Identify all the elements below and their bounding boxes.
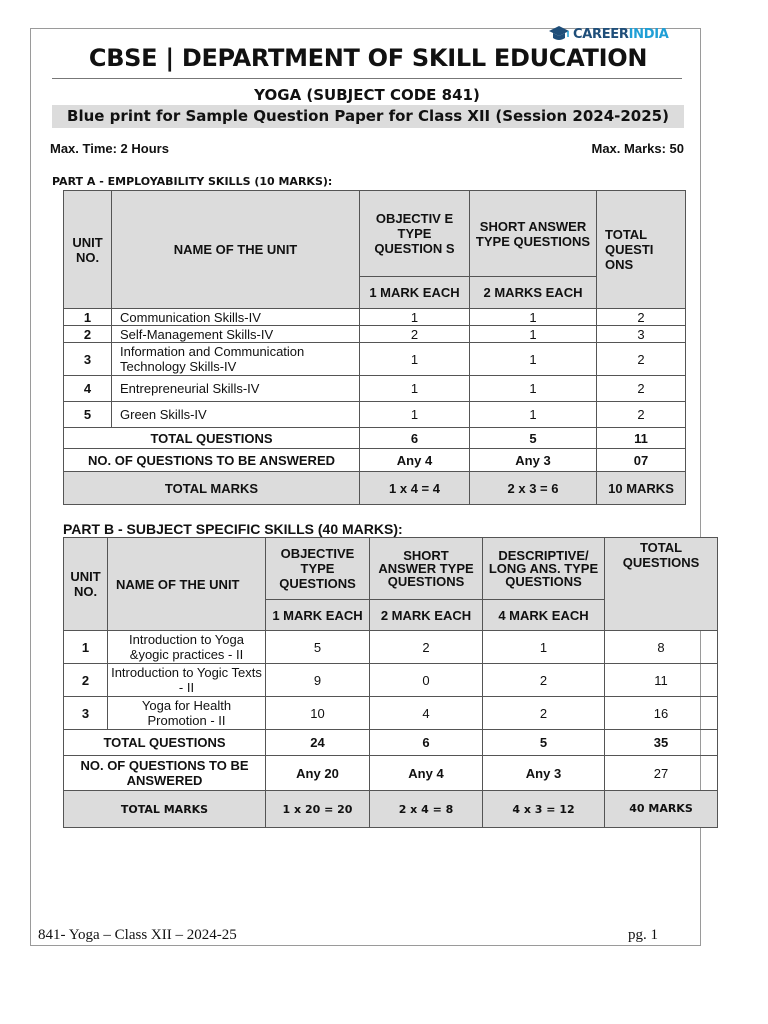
- title-divider: [52, 78, 682, 79]
- header-objective-marks: 1 MARK EACH: [266, 600, 370, 631]
- header-unit-no: UNIT NO.: [64, 538, 108, 631]
- unit-no: 3: [64, 697, 108, 730]
- objective-count: 2: [360, 326, 470, 343]
- marks-short: 2 x 4 = 8: [370, 791, 483, 828]
- short-count: 1: [470, 376, 597, 402]
- unit-name: Introduction to Yogic Texts - II: [108, 664, 266, 697]
- total-marks-label: TOTAL MARKS: [64, 791, 266, 828]
- header-short-marks: 2 MARKS EACH: [470, 277, 597, 309]
- answered-row: [64, 449, 686, 472]
- unit-name: Self-Management Skills-IV: [112, 326, 360, 343]
- total-all: 35: [605, 730, 718, 756]
- header-objective-marks: 1 MARK EACH: [360, 277, 470, 309]
- header-long-marks: 4 MARK EACH: [483, 600, 605, 631]
- header-long-answer: DESCRIPTIVE/ LONG ANS. TYPE QUESTIONS: [483, 538, 605, 600]
- short-count: 1: [470, 309, 597, 326]
- total-long: 5: [483, 730, 605, 756]
- total-short: 5: [470, 428, 597, 449]
- marks-objective: 1 x 20 = 20: [266, 791, 370, 828]
- table-row: [64, 343, 686, 376]
- answered-short: Any 4: [370, 756, 483, 791]
- max-marks: Max. Marks: 50: [591, 141, 684, 156]
- long-count: 1: [483, 631, 605, 664]
- unit-no: 2: [64, 326, 112, 343]
- answered-long: Any 3: [483, 756, 605, 791]
- table-row: [64, 664, 718, 697]
- total-marks-label: TOTAL MARKS: [64, 472, 360, 505]
- table-row: [64, 326, 686, 343]
- short-count: 1: [470, 326, 597, 343]
- answered-row: [64, 756, 718, 791]
- blueprint-banner: Blue print for Sample Question Paper for Class XII (Session 2024-2025): [52, 105, 684, 128]
- total-count: 2: [597, 402, 686, 428]
- objective-count: 1: [360, 309, 470, 326]
- objective-count: 1: [360, 343, 470, 376]
- short-count: 4: [370, 697, 483, 730]
- total-questions-row: [64, 730, 718, 756]
- unit-name: Entrepreneurial Skills-IV: [112, 376, 360, 402]
- table-row: [64, 631, 718, 664]
- table-row: [64, 697, 718, 730]
- marks-objective: 1 x 4 = 4: [360, 472, 470, 505]
- objective-count: 1: [360, 402, 470, 428]
- header-unit-no: UNIT NO.: [64, 191, 112, 309]
- answered-total: 27: [605, 756, 718, 791]
- part-a-table: [63, 190, 686, 505]
- page-footer: [38, 927, 658, 944]
- unit-no: 5: [64, 402, 112, 428]
- short-count: 2: [370, 631, 483, 664]
- answered-label: NO. OF QUESTIONS TO BE ANSWERED: [64, 449, 360, 472]
- max-time: Max. Time: 2 Hours: [50, 141, 169, 156]
- total-questions-label: TOTAL QUESTIONS: [64, 730, 266, 756]
- graduation-cap-icon: [548, 25, 570, 43]
- meta-row: [50, 141, 684, 156]
- total-count: 8: [605, 631, 718, 664]
- total-count: 16: [605, 697, 718, 730]
- total-short: 6: [370, 730, 483, 756]
- answered-objective: Any 4: [360, 449, 470, 472]
- unit-no: 2: [64, 664, 108, 697]
- unit-name: Green Skills-IV: [112, 402, 360, 428]
- header-unit-name: NAME OF THE UNIT: [112, 191, 360, 309]
- unit-name: Information and Communication Technology Skills-IV: [112, 343, 360, 376]
- total-all: 11: [597, 428, 686, 449]
- short-count: 1: [470, 343, 597, 376]
- total-count: 3: [597, 326, 686, 343]
- total-count: 2: [597, 343, 686, 376]
- total-count: 11: [605, 664, 718, 697]
- total-marks-row: [64, 472, 686, 505]
- total-objective: 24: [266, 730, 370, 756]
- answered-total: 07: [597, 449, 686, 472]
- part-a-heading: PART A - EMPLOYABILITY SKILLS (10 MARKS):: [52, 175, 333, 188]
- page-number: pg. 1: [628, 927, 658, 943]
- objective-count: 9: [266, 664, 370, 697]
- marks-short: 2 x 3 = 6: [470, 472, 597, 505]
- unit-no: 4: [64, 376, 112, 402]
- part-b-table: [63, 537, 718, 828]
- table-row: [64, 309, 686, 326]
- header-objective: OBJECTIV E TYPE QUESTION S: [360, 191, 470, 277]
- total-count: 2: [597, 309, 686, 326]
- header-short-answer: SHORT ANSWER TYPE QUESTIONS: [370, 538, 483, 600]
- unit-name: Yoga for Health Promotion - II: [108, 697, 266, 730]
- short-count: 1: [470, 402, 597, 428]
- total-questions-row: [64, 428, 686, 449]
- footer-course: 841- Yoga – Class XII – 2024-25: [38, 927, 237, 943]
- header-total-questions: TOTAL QUESTIONS: [605, 538, 718, 631]
- subject-title: YOGA (SUBJECT CODE 841): [254, 86, 480, 104]
- header-total-questions: TOTAL QUESTI ONS: [597, 191, 686, 309]
- total-objective: 6: [360, 428, 470, 449]
- marks-long: 4 x 3 = 12: [483, 791, 605, 828]
- unit-no: 1: [64, 631, 108, 664]
- table-row: [64, 376, 686, 402]
- unit-name: Introduction to Yoga &yogic practices - II: [108, 631, 266, 664]
- total-marks-row: [64, 791, 718, 828]
- logo-text: CAREERINDIA: [573, 26, 669, 42]
- answered-label: NO. OF QUESTIONS TO BE ANSWERED: [64, 756, 266, 791]
- header-short-answer: SHORT ANSWER TYPE QUESTIONS: [470, 191, 597, 277]
- objective-count: 1: [360, 376, 470, 402]
- total-count: 2: [597, 376, 686, 402]
- header-short-marks: 2 MARK EACH: [370, 600, 483, 631]
- table-row: [64, 402, 686, 428]
- short-count: 0: [370, 664, 483, 697]
- long-count: 2: [483, 664, 605, 697]
- long-count: 2: [483, 697, 605, 730]
- marks-total: 10 MARKS: [597, 472, 686, 505]
- objective-count: 10: [266, 697, 370, 730]
- objective-count: 5: [266, 631, 370, 664]
- total-questions-label: TOTAL QUESTIONS: [64, 428, 360, 449]
- answered-short: Any 3: [470, 449, 597, 472]
- header-unit-name: NAME OF THE UNIT: [108, 538, 266, 631]
- answered-objective: Any 20: [266, 756, 370, 791]
- marks-total: 40 MARKS: [605, 791, 718, 828]
- part-b-heading: PART B - SUBJECT SPECIFIC SKILLS (40 MARKS):: [63, 521, 403, 537]
- page-title: CBSE | DEPARTMENT OF SKILL EDUCATION: [88, 44, 648, 72]
- unit-name: Communication Skills-IV: [112, 309, 360, 326]
- unit-no: 1: [64, 309, 112, 326]
- header-objective: OBJECTIVE TYPE QUESTIONS: [266, 538, 370, 600]
- unit-no: 3: [64, 343, 112, 376]
